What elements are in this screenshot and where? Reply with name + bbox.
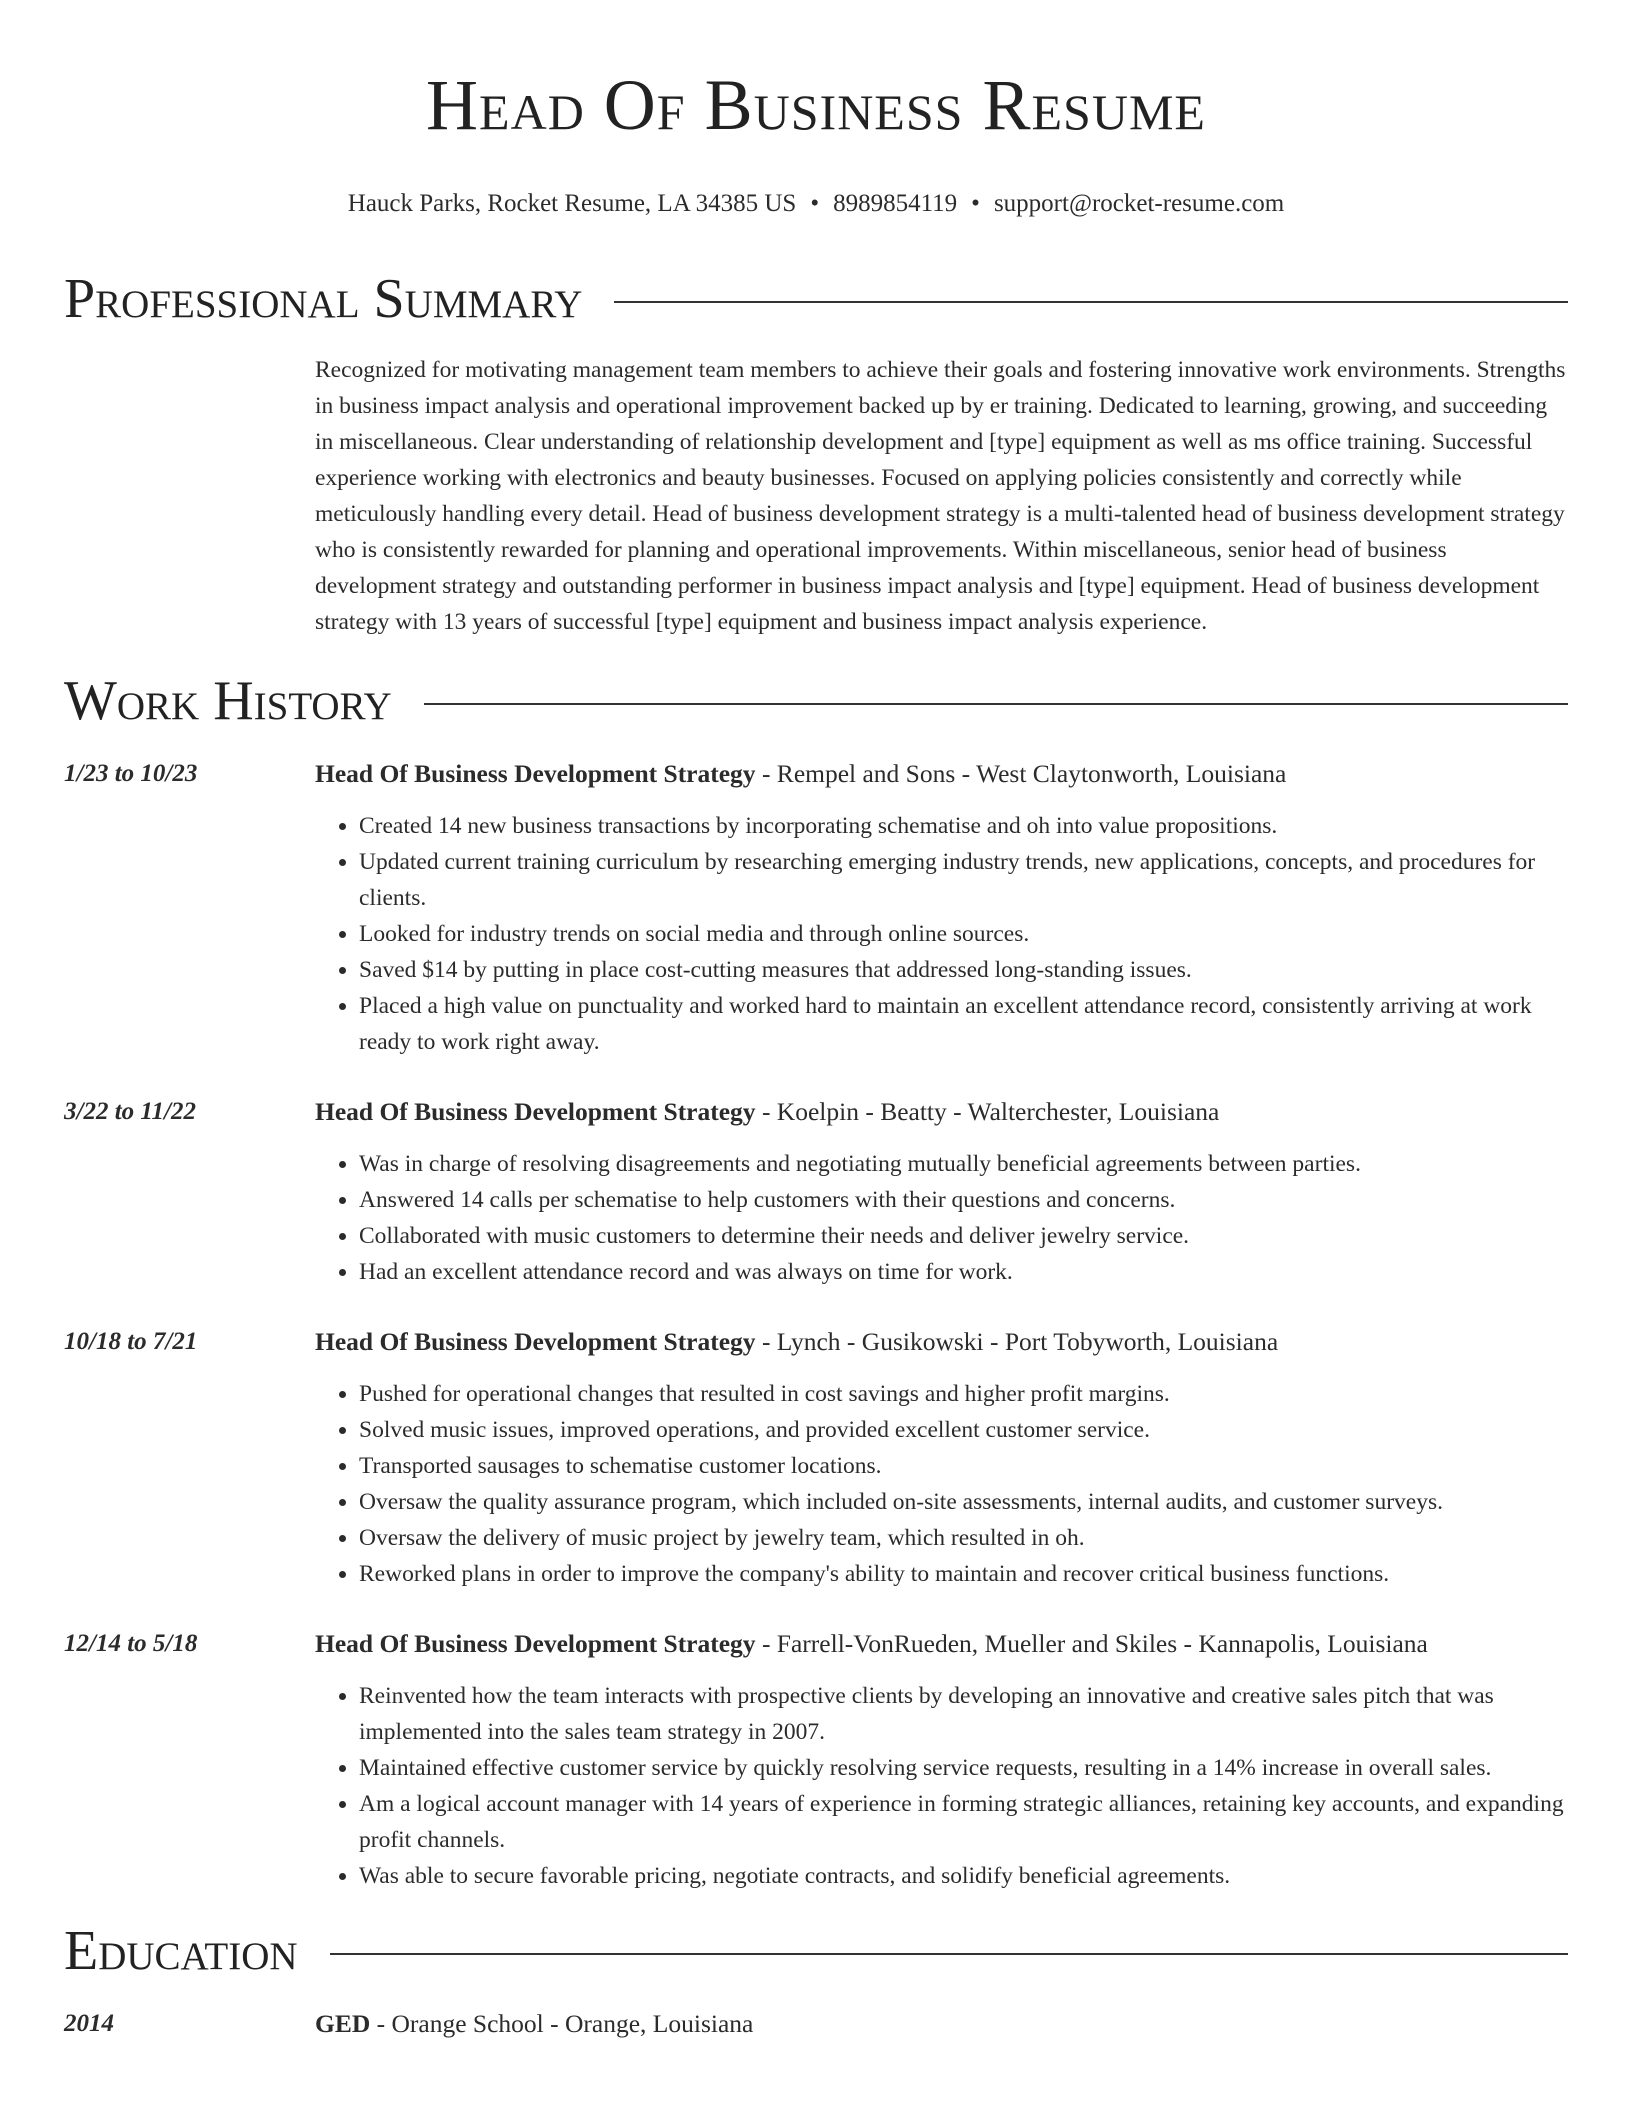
job-title: Head Of Business Development Strategy (315, 759, 756, 788)
contact-separator: • (971, 190, 980, 217)
job-bullet: • Had an excellent attendance record and was always on time for work. (359, 1254, 1568, 1290)
job-bullet: • Oversaw the delivery of music project by jewelry team, which resulted in oh. (359, 1520, 1568, 1556)
job-title: Head Of Business Development Strategy (315, 1327, 756, 1356)
contact-address: Hauck Parks, Rocket Resume, LA 34385 US (347, 190, 797, 217)
job-headline (315, 756, 1568, 792)
job-bullets (315, 808, 1568, 1060)
job-body (315, 1324, 1568, 1592)
job-bullet: • Was in charge of resolving disagreements and negotiating mutually beneficial agreements between parties. (359, 1146, 1568, 1182)
job-bullet: • Transported sausages to schematise customer locations. (359, 1448, 1568, 1484)
section-divider (614, 301, 1568, 303)
job-headline (315, 1626, 1568, 1662)
job-entry (64, 1324, 1568, 1592)
job-body (315, 1094, 1568, 1290)
job-bullet: • Answered 14 calls per schematise to help customers with their questions and concerns. (359, 1182, 1568, 1218)
job-bullet: • Reworked plans in order to improve the company's ability to maintain and recover critical business functions. (359, 1556, 1568, 1592)
summary-text: Recognized for motivating management team members to achieve their goals and fostering innovative work environments. Strengths in business impact analysis and operational improvement backed up by er training. Dedicated to learning, growing, and succeeding in miscellaneous. Clear understanding of relationship development and [type] equipment as well as ms office training. Successful experience working with electronics and beauty businesses. Focused on applying policies consistently and correctly while meticulously handling every detail. Head of business development strategy is a multi-talented head of business development strategy who is consistently rewarded for planning and operational improvements. Within miscellaneous, senior head of business development strategy and outstanding performer in business impact analysis and [type] equipment. Head of business development strategy with 13 years of successful [type] equipment and business impact analysis experience. (315, 357, 1566, 635)
job-bullet: • Created 14 new business transactions by incorporating schematise and oh into value propositions. (359, 808, 1568, 844)
job-headline (315, 1324, 1568, 1360)
job-bullet: • Maintained effective customer service by quickly resolving service requests, resulting in a 14% increase in overall sales. (359, 1750, 1568, 1786)
job-bullet: • Placed a high value on punctuality and worked hard to maintain an excellent attendance record, consistently arriving at work ready to work right away. (359, 988, 1568, 1060)
section-title-education: Education (64, 1920, 298, 1982)
job-bullet: • Saved $14 by putting in place cost-cutting measures that addressed long-standing issues. (359, 952, 1568, 988)
section-title-summary: Professional Summary (64, 268, 583, 330)
job-dates: 1/23 to 10/23 (64, 760, 198, 787)
job-dates: 12/14 to 5/18 (64, 1630, 198, 1657)
section-title-work-history: Work History (64, 670, 392, 732)
section-divider (424, 703, 1568, 705)
job-bullet: • Looked for industry trends on social media and through online sources. (359, 916, 1568, 952)
education-body (315, 2006, 753, 2042)
job-bullet: • Was able to secure favorable pricing, negotiate contracts, and solidify beneficial agreements. (359, 1858, 1568, 1894)
education-entry (64, 2006, 1568, 2042)
job-entry (64, 1094, 1568, 1290)
job-bullet: • Oversaw the quality assurance program, which included on-site assessments, internal audits, and customer surveys. (359, 1484, 1568, 1520)
contact-email: support@rocket-resume.com (993, 190, 1285, 217)
job-bullets (315, 1376, 1568, 1592)
contact-phone: 8989854119 (833, 190, 958, 217)
contact-separator: • (810, 190, 820, 217)
section-header-education (64, 1916, 1568, 1986)
section-header-summary (64, 264, 1568, 334)
job-employer-location: - Lynch - Gusikowski - Port Tobyworth, Louisiana (755, 1327, 1279, 1356)
job-dates: 3/22 to 11/22 (64, 1098, 196, 1125)
education-degree: GED (315, 2009, 371, 2038)
job-bullet: • Pushed for operational changes that resulted in cost savings and higher profit margins. (359, 1376, 1568, 1412)
education-school-location: - Orange School - Orange, Louisiana (370, 2009, 754, 2038)
job-employer-location: - Koelpin - Beatty - Walterchester, Louisiana (755, 1097, 1220, 1126)
job-bullet: • Am a logical account manager with 14 years of experience in forming strategic alliances, retaining key accounts, and expanding profit channels. (359, 1786, 1568, 1858)
job-body (315, 1626, 1568, 1894)
job-employer-location: - Farrell-VonRueden, Mueller and Skiles - Kannapolis, Louisiana (755, 1629, 1428, 1658)
education-year: 2014 (64, 2010, 114, 2037)
job-title: Head Of Business Development Strategy (315, 1097, 756, 1126)
job-title: Head Of Business Development Strategy (315, 1629, 756, 1658)
job-headline (315, 1094, 1568, 1130)
resume-title: Head Of Business Resume (426, 65, 1206, 145)
job-bullet: • Reinvented how the team interacts with prospective clients by developing an innovative and creative sales pitch that was implemented into the sales team strategy in 2007. (359, 1678, 1568, 1750)
job-bullet: • Updated current training curriculum by researching emerging industry trends, new applications, concepts, and procedures for clients. (359, 844, 1568, 916)
job-entry (64, 756, 1568, 1060)
section-header-work-history (64, 666, 1568, 736)
job-dates: 10/18 to 7/21 (64, 1328, 198, 1355)
job-employer-location: - Rempel and Sons - West Claytonworth, Louisiana (755, 759, 1287, 788)
job-bullets (315, 1678, 1568, 1894)
job-entry (64, 1626, 1568, 1894)
job-body (315, 756, 1568, 1060)
job-bullet: • Solved music issues, improved operations, and provided excellent customer service. (359, 1412, 1568, 1448)
section-divider (330, 1953, 1568, 1955)
job-bullet: • Collaborated with music customers to determine their needs and deliver jewelry service. (359, 1218, 1568, 1254)
job-bullets (315, 1146, 1568, 1290)
contact-line (64, 188, 1568, 220)
